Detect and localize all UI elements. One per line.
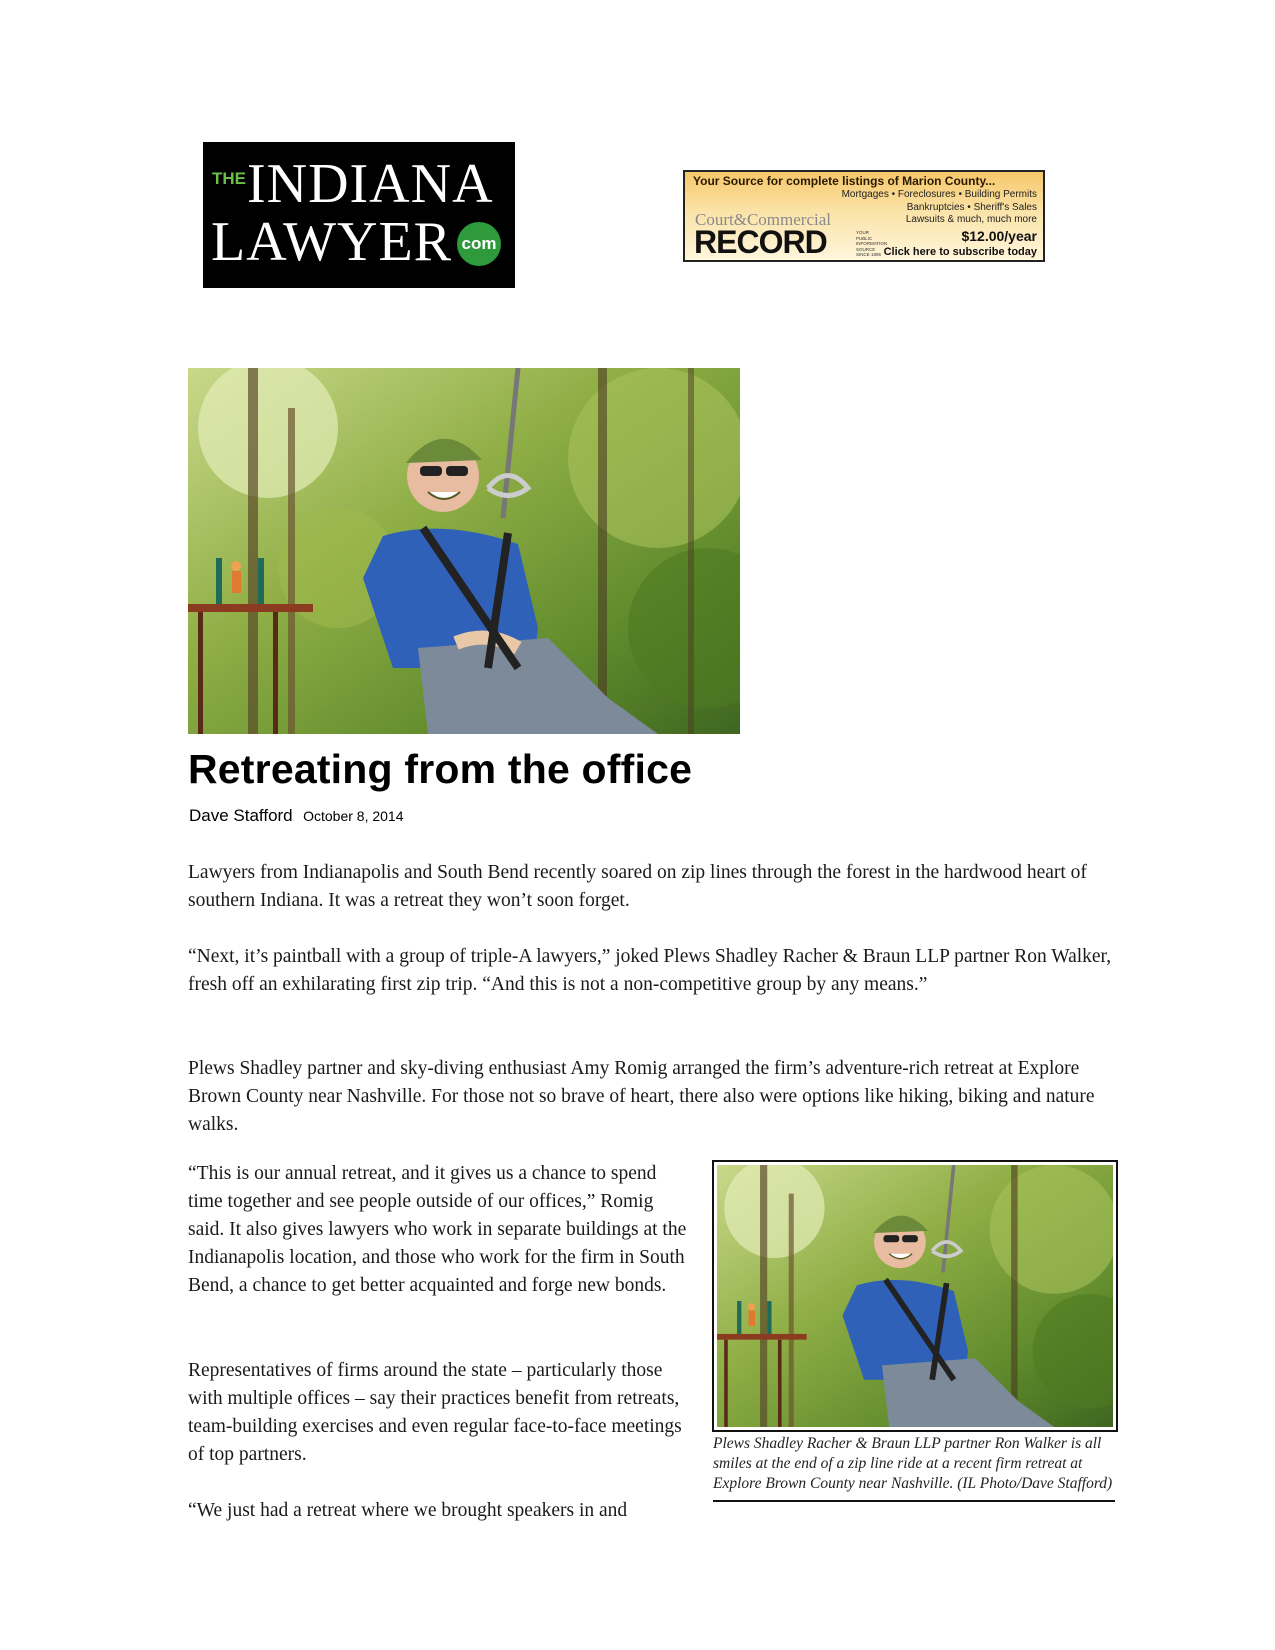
article-main-photo: [188, 368, 740, 734]
article-paragraph: Lawyers from Indianapolis and South Bend recently soared on zip lines through the forest in the hardwood heart of southern Indiana. It was a retreat they won’t soon forget.: [188, 862, 1087, 911]
publish-date: October 8, 2014: [303, 808, 404, 824]
logo-the-text: THE: [212, 169, 246, 188]
ad-subscribe-link[interactable]: Click here to subscribe today: [883, 246, 1037, 258]
logo-dotcom-badge: com: [457, 222, 501, 266]
article-paragraph: Plews Shadley partner and sky-diving enthusiast Amy Romig arranged the firm’s adventure-rich retreat at Explore Brown County near Nashville. For those not so brave of heart, there also were options like hiking, biking and nature walks.: [188, 1058, 1095, 1135]
logo-lawyer-text: LAWYER: [211, 211, 453, 273]
ad-brand-small-print: YOUR PUBLIC INFORMATION SOURCE SINCE 1895: [856, 230, 888, 257]
inline-photo: [717, 1165, 1113, 1427]
logo-indiana-text: INDIANA: [247, 153, 494, 215]
zipline-photo-illustration: [188, 368, 740, 734]
photo-caption: Plews Shadley Racher & Braun LLP partner Ron Walker is all smiles at the end of a zip line ride at a recent firm retreat at Explore Brown County near Nashville. (IL Photo/Dave Stafford): [713, 1434, 1115, 1502]
article-paragraph: “Next, it’s paintball with a group of triple-A lawyers,” joked Plews Shadley Racher & Braun LLP partner Ron Walker, fresh off an exhilarating first zip trip. “And this is not a non-competitive group by any means.”: [188, 946, 1112, 995]
inline-photo-frame: [712, 1160, 1118, 1432]
ad-brand-record: RECORD: [694, 224, 827, 260]
indiana-lawyer-logo[interactable]: [203, 142, 515, 288]
article-paragraph: “We just had a retreat where we brought speakers in and: [188, 1500, 628, 1521]
article-paragraph: Representatives of firms around the state – particularly those with multiple offices – say their practices benefit from retreats, team-building exercises and even regular face-to-face meetings of top partners.: [188, 1360, 682, 1465]
zipline-photo-illustration: [717, 1165, 1113, 1427]
ad-category-line: Lawsuits & much, much more: [905, 214, 1037, 225]
ad-brand-top: Court&Commercial: [695, 210, 831, 229]
ad-category-line: Mortgages • Foreclosures • Building Permits: [841, 189, 1037, 200]
author-name[interactable]: Dave Stafford: [189, 806, 293, 825]
article-paragraph: “This is our annual retreat, and it gives us a chance to spend time together and see people outside of our offices,” Romig said. It also gives lawyers who work in separate buildings at the Indianapolis location, and those who work for the firm in South Bend, a chance to get better acquainted and forge new bonds.: [188, 1163, 687, 1296]
ad-headline: Your Source for complete listings of Marion County...: [693, 174, 996, 188]
ad-category-line: Bankruptcies • Sheriff's Sales: [906, 201, 1037, 213]
byline: [189, 806, 404, 826]
article-title: Retreating from the office: [188, 746, 693, 792]
ad-categories: [842, 189, 1037, 227]
court-commercial-record-ad[interactable]: [683, 170, 1045, 262]
ad-price: $12.00/year: [961, 228, 1037, 244]
